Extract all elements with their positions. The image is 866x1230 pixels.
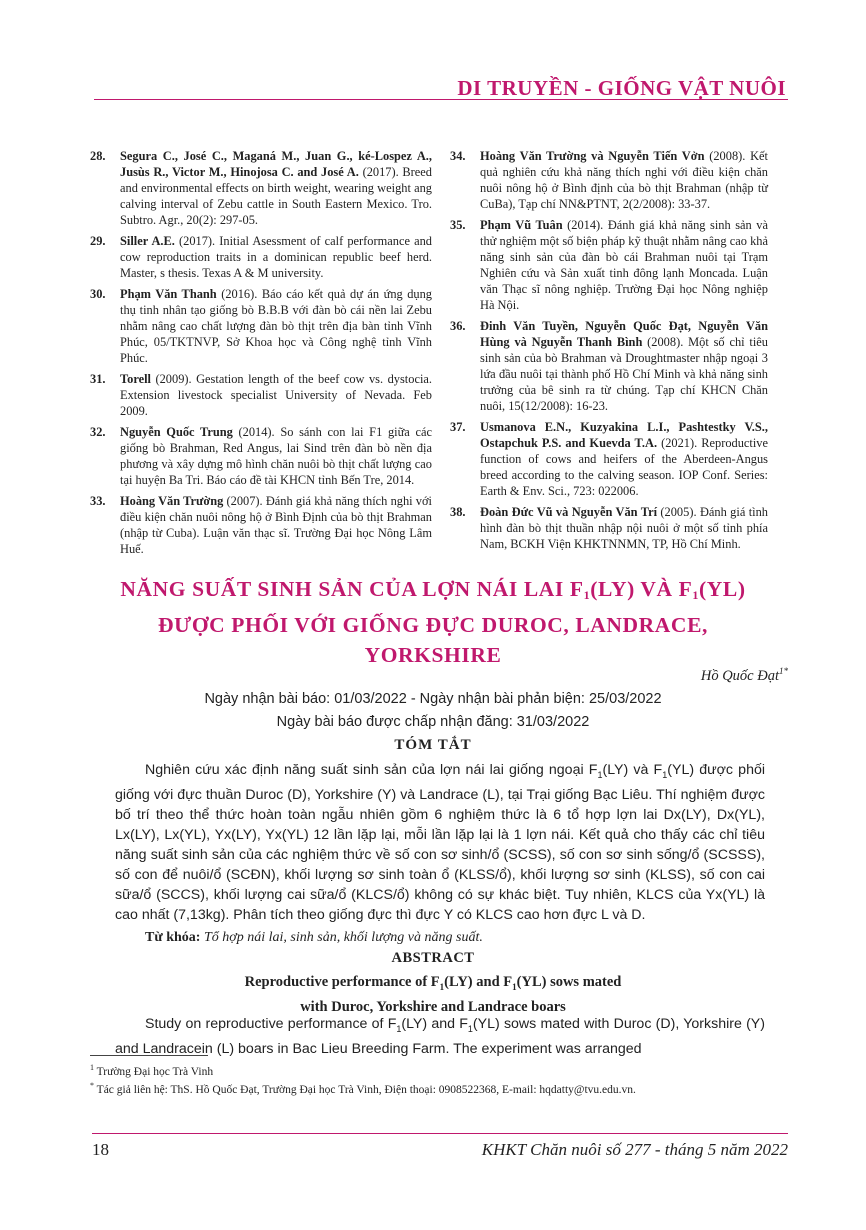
tomtat-heading: TÓM TẮT [394, 737, 472, 753]
reference-citation: (2014). Đánh giá khả năng sinh sản và thử nghiệm một số biện pháp kỹ thuật nhằm nâng cao khả năng sinh sản của đàn bò cái Brahman nuôi tại Trạm Nghiên cứu và Sản xuất tinh đông lạnh Moncada. Luận văn Thạc sĩ nông nghiệp. Trường Đại học Nông nghiệp Hà Nội. [480, 218, 768, 312]
reference-text [120, 371, 432, 419]
reference-authors: Đinh Văn Tuyền, Nguyễn Quốc Đạt, Nguyễn Văn Hùng và Nguyễn Thanh Bình [480, 319, 768, 349]
reference-authors: Torell [120, 372, 151, 386]
author-name: Hồ Quốc Đạt$^{1*}$ [700, 666, 788, 684]
reference-item [90, 148, 432, 228]
reference-citation: (2017). Breed and environmental effects on birth weight, wearing weight ang calving interval of Zebu cattle in South Eastern Mexico. Tro. Subtro. Agr., 20(2): 297-05. [120, 165, 433, 227]
footnote-contact: * Tác giả liên hệ: ThS. Hồ Quốc Đạt, Trường Đại học Trà Vinh, Điện thoại: 0908522368, E-mail: hqdatty@tvu.edu.vn. [90, 1081, 636, 1096]
reference-number: 38. [450, 505, 466, 519]
accepted-date: Ngày bài báo được chấp nhận đăng: 31/03/2022 [276, 714, 590, 730]
reference-text [480, 148, 768, 212]
reference-citation: (2021). Reproductive function of cows and heifers of the Aberdeen-Angus breed according to the calving season. IOP Conf. Series: Earth & Env. Sci., 723: 022006. [480, 436, 768, 498]
reference-number: 37. [450, 420, 466, 434]
footnote-rule [90, 1055, 208, 1056]
reference-item [90, 286, 432, 366]
reference-number: 34. [450, 149, 466, 163]
reference-number: 31. [90, 372, 106, 386]
reference-text [120, 233, 432, 281]
title-line-3: YORKSHIRE [364, 643, 502, 667]
reference-citation: (2017). Initial Asessment of calf performance and cow reproduction traits in a dominican republic beef herd. Master, s thesis. Texas A & M university. [120, 234, 432, 280]
reference-item [90, 233, 432, 281]
title-line-2: ĐƯỢC PHỐI VỚI GIỐNG ĐỰC DUROC, LANDRACE, [158, 613, 708, 637]
reference-item [450, 148, 768, 212]
reference-item [450, 419, 768, 499]
reference-authors: Đoàn Đức Vũ và Nguyễn Văn Trí [480, 505, 658, 519]
reference-text [120, 286, 432, 366]
footer-rule [92, 1133, 788, 1134]
reference-citation: (2009). Gestation length of the beef cow vs. dystocia. Extension livestock specialist University of Nevada. Feb 2009. [120, 372, 432, 418]
reference-text [480, 504, 768, 552]
reference-item [450, 217, 768, 313]
title-line-1: NĂNG SUẤT SINH SẢN CỦA LỢN NÁI LAI $F_1(LY)$ VÀ $F_1(YL)$ [120, 577, 746, 602]
footnote-affiliation: $^1$ Trường Đại học Trà Vinh [90, 1063, 214, 1078]
reference-number: 29. [90, 234, 106, 248]
reference-item [90, 371, 432, 419]
reference-authors: Hoàng Văn Trường [120, 494, 224, 508]
reference-number: 28. [90, 149, 106, 163]
reference-text [480, 419, 768, 499]
reference-authors: Segura C., José C., Maganá M., Juan G., ké-Lospez A., Jusùs R., Victor M., Hinojosa C. and José A. [120, 149, 432, 179]
reference-authors: Nguyễn Quốc Trung [120, 425, 233, 439]
reference-text [480, 217, 768, 313]
reference-item [90, 493, 432, 557]
reference-authors: Phạm Vũ Tuân [480, 218, 563, 232]
reference-citation: (2016). Báo cáo kết quả dự án ứng dụng thụ tinh nhân tạo giống bò B.B.B với đàn bò cái nền lai Zebu nhằm nâng cao chất lượng đàn bò thịt trên địa bàn tỉnh Vĩnh Phúc, 05/TKTNVP, Sở Khoa học và Công nghệ tỉnh Vĩnh Phúc. [120, 287, 432, 365]
reference-number: 36. [450, 319, 466, 333]
reference-authors: Siller A.E. [120, 234, 175, 248]
reference-authors: Phạm Văn Thanh [120, 287, 217, 301]
english-title: Reproductive performance of $F_1(LY)$ and $F_1(YL)$ sows mated with Duroc, Yorkshire and Landrace boars [244, 974, 622, 1015]
reference-citation: (2014). So sánh con lai F1 giữa các giống bò Brahman, Red Angus, lai Sind trên đàn bò nền địa phương và xây dựng mô hình chăn nuôi bò thịt chất lượng cao tại huyện Ba Tri. Báo cáo đề tài KHCN tỉnh Bến Tre, 2014. [120, 425, 432, 487]
reference-item [450, 318, 768, 414]
received-dates: Ngày nhận bài báo: 01/03/2022 - Ngày nhận bài phản biện: 25/03/2022 [204, 691, 662, 707]
reference-citation: (2007). Đánh giá khả năng thích nghi với điều kiện chăn nuôi nông hộ ở Bình Định của bò thịt Brahman (nhập từ Cuba). Luận văn thạc sĩ. Trường Đại học Nông Lâm Huế. [120, 494, 432, 556]
reference-citation: (2008). Kết quả nghiên cứu khả năng thích nghi với điều kiện chăn nuôi nông hộ ở Bình định của bò thịt Brahman (nhập từ CuBa), Tạp chí NN&PTNT, 2(2/2008): 33-37. [480, 149, 768, 211]
reference-text [120, 424, 432, 488]
reference-item [450, 504, 768, 552]
article-title [90, 574, 776, 670]
reference-text [120, 148, 432, 228]
abstract-paragraph: Study on reproductive performance of $F_1(LY)$ and $F_1(YL)$ sows mated with Duroc (D), Yorkshire (Y) and Landracein (L) boars in Bac Lieu Breeding Farm. The experiment was arranged [115, 1016, 765, 1057]
journal-name: KHKT Chăn nuôi số 277 - tháng 5 năm 2022 [481, 1140, 788, 1159]
reference-item [90, 424, 432, 488]
reference-number: 35. [450, 218, 466, 232]
reference-citation: (2005). Đánh giá tình hình đàn bò thịt thuần nhập nội nuôi ở một số tỉnh phía Nam, BCKH Viện KHKTNNMN, TP, Hồ Chí Minh. [480, 505, 768, 551]
section-title: DI TRUYỀN - GIỐNG VẬT NUÔI [457, 76, 786, 100]
reference-citation: (2008). Một số chỉ tiêu sinh sản của bò Brahman và Droughtmaster nhập ngoại 3 lứa đầu nuôi tại thành phố Hồ Chí Minh và khả năng sinh trưởng của bê sinh ra từ chúng. Tạp chí KHCN Chăn nuôi, 15(12/2008): 16-23. [480, 335, 768, 413]
reference-text [120, 493, 432, 557]
abstract-heading: ABSTRACT [391, 950, 475, 966]
reference-authors: Hoàng Văn Trường và Nguyễn Tiến Vởn [480, 149, 705, 163]
reference-text [480, 318, 768, 414]
tomtat-paragraph: Nghiên cứu xác định năng suất sinh sản của lợn nái lai giống ngoại $F_1(LY)$ và $F_1(YL)$ được phối giống với đực thuần Duroc (D), Yorkshire (Y) và Landrace (L), tại Trại giống Bạc Liêu. Thí nghiệm được bố trí theo thể thức hoàn toàn ngẫu nhiên gồm 6 nghiệm thức là 6 tổ hợp lợn lai Dx(LY), Dx(YL), Lx(LY), Lx(YL), Yx(LY), Yx(YL) 12 lần lặp lại, mỗi lần lặp lại là 1 lợn nái. Kết quả cho thấy các chỉ tiêu năng suất sinh sản của các nghiệm thức về số con sơ sinh/ổ (SCSS), số con sơ sinh sống/ổ (SCSSS), số con để nuôi/ổ (SCĐN), khối lượng sơ sinh toàn ổ (KLSS/ổ), khối lượng sơ sinh (KLSS), số con cai sữa/ổ (SCCS), khối lượng cai sữa/ổ (KLCS/ổ) không có sự khác biệt. Tuy nhiên, KLCS của Yx(YL) là cao nhất (7,13kg). Phân tích theo giống đực thì đực Y có KLCS cao hơn đực L và D. [115, 762, 766, 923]
reference-number: 32. [90, 425, 106, 439]
references-right-column [450, 148, 768, 557]
reference-number: 33. [90, 494, 106, 508]
header-rule [94, 99, 788, 100]
page-number: 18 [92, 1140, 109, 1159]
keywords: Từ khóa: Tổ hợp nái lai, sinh sản, khối lượng và năng suất. [145, 930, 483, 945]
reference-number: 30. [90, 287, 106, 301]
reference-authors: Usmanova E.N., Kuzyakina L.I., Pashtestky V.S., Ostapchuk P.S. and Kuevda T.A. [480, 420, 768, 450]
references-left-column [90, 148, 432, 562]
